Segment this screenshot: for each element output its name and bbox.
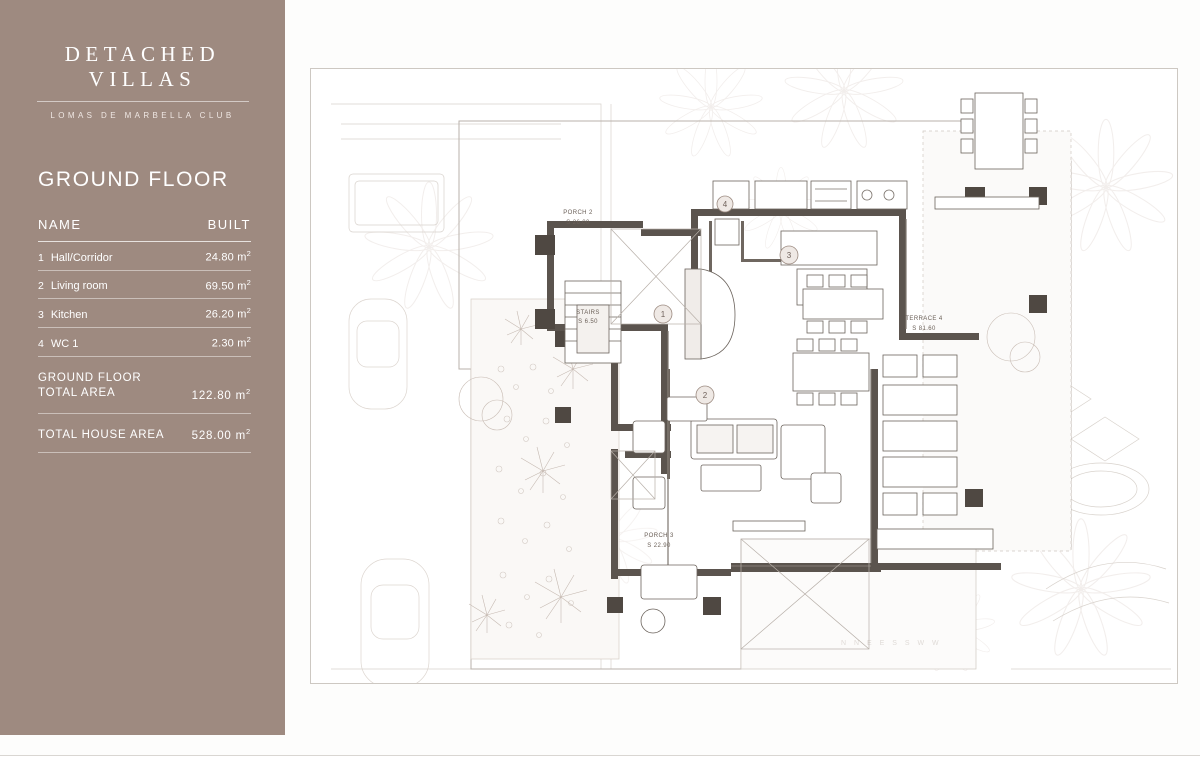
- row-name: Kitchen: [50, 308, 88, 321]
- table-header: [38, 217, 251, 242]
- house-total-label: TOTAL HOUSE AREA: [38, 429, 165, 442]
- row-name: Hall/Corridor: [50, 251, 113, 264]
- page-title: GROUND FLOOR: [38, 168, 229, 191]
- table-row: [38, 271, 251, 300]
- brand-title: DETACHED VILLAS: [64, 42, 221, 91]
- porch-2-label-line2: S 26.00: [566, 220, 590, 226]
- row-built: [205, 249, 251, 264]
- row-built-unit: m: [237, 251, 247, 264]
- row-built-sup: 2: [246, 306, 251, 316]
- sheet-footer-rule: [0, 755, 1200, 768]
- compass-band: [841, 640, 942, 647]
- row-number: 4: [38, 337, 44, 350]
- dining-set-indoor: [803, 275, 883, 333]
- svg-text:N N E E S S W W: N N E E S S W W: [841, 640, 942, 647]
- stairs-label-line2: S 6.50: [578, 319, 598, 325]
- house-total: [38, 414, 251, 454]
- row-built: [205, 306, 251, 321]
- ground-total-value-group: [192, 387, 251, 402]
- house-total-value-group: [192, 427, 251, 442]
- ground-total-label-line1: GROUND FLOOR: [38, 371, 142, 384]
- table-row: [38, 299, 251, 328]
- row-number: 3: [38, 308, 44, 321]
- ground-total-unit: m: [235, 389, 247, 402]
- row-built-sup: 2: [246, 334, 251, 344]
- porch-3-label-line1: PORCH 3: [644, 533, 674, 539]
- brand-divider: [37, 101, 249, 102]
- column-header-built: BUILT: [207, 217, 251, 232]
- row-number: 1: [38, 251, 44, 264]
- row-name: Living room: [50, 280, 108, 293]
- floor-plan-drawing: [311, 69, 1177, 683]
- ground-total-value: 122.80: [191, 389, 232, 402]
- table-row: [38, 328, 251, 357]
- house-total-sup: 2: [246, 426, 251, 436]
- row-built-value: 24.80: [205, 251, 234, 264]
- porch-2-label-line1: PORCH 2: [563, 210, 593, 216]
- row-built-value: 69.50: [205, 280, 234, 293]
- column-header-name: NAME: [38, 217, 82, 232]
- row-built-unit: m: [237, 308, 247, 321]
- hall-furniture: [685, 269, 735, 359]
- row-built: [205, 278, 251, 293]
- stairs-label-line1: STAIRS: [576, 310, 600, 316]
- row-built-unit: m: [237, 280, 247, 293]
- row-name: WC 1: [50, 337, 79, 350]
- row-built-sup: 2: [246, 249, 251, 258]
- terrace-4-label-line2: S 81.60: [912, 326, 936, 332]
- row-built-value: 26.20: [205, 308, 234, 321]
- ground-floor-total: [38, 371, 251, 414]
- house-total-unit: m: [235, 429, 247, 442]
- room-marker-1-label: 1: [660, 310, 666, 319]
- row-built: [212, 335, 251, 350]
- row-number: 2: [38, 280, 44, 293]
- porch-3-label-line2: S 22.90: [647, 543, 671, 549]
- room-table: [28, 217, 257, 357]
- floor-plan-panel: [310, 68, 1178, 684]
- terrace-4-label-line1: TERRACE 4: [905, 316, 943, 322]
- totals: [28, 371, 257, 454]
- ground-total-label-line2: TOTAL AREA: [38, 387, 116, 400]
- room-marker-3-label: 3: [786, 251, 792, 260]
- sidebar: [0, 0, 285, 735]
- row-built-value: 2.30: [211, 337, 234, 350]
- ground-total-sup: 2: [246, 386, 251, 396]
- brand-subtitle: LOMAS DE MARBELLA CLUB: [50, 111, 235, 120]
- house-total-value: 528.00: [191, 429, 232, 442]
- table-row: [38, 242, 251, 271]
- row-built-unit: m: [237, 337, 247, 350]
- room-marker-4-label: 4: [722, 200, 728, 209]
- room-marker-2-label: 2: [702, 391, 708, 400]
- row-built-sup: 2: [246, 277, 251, 287]
